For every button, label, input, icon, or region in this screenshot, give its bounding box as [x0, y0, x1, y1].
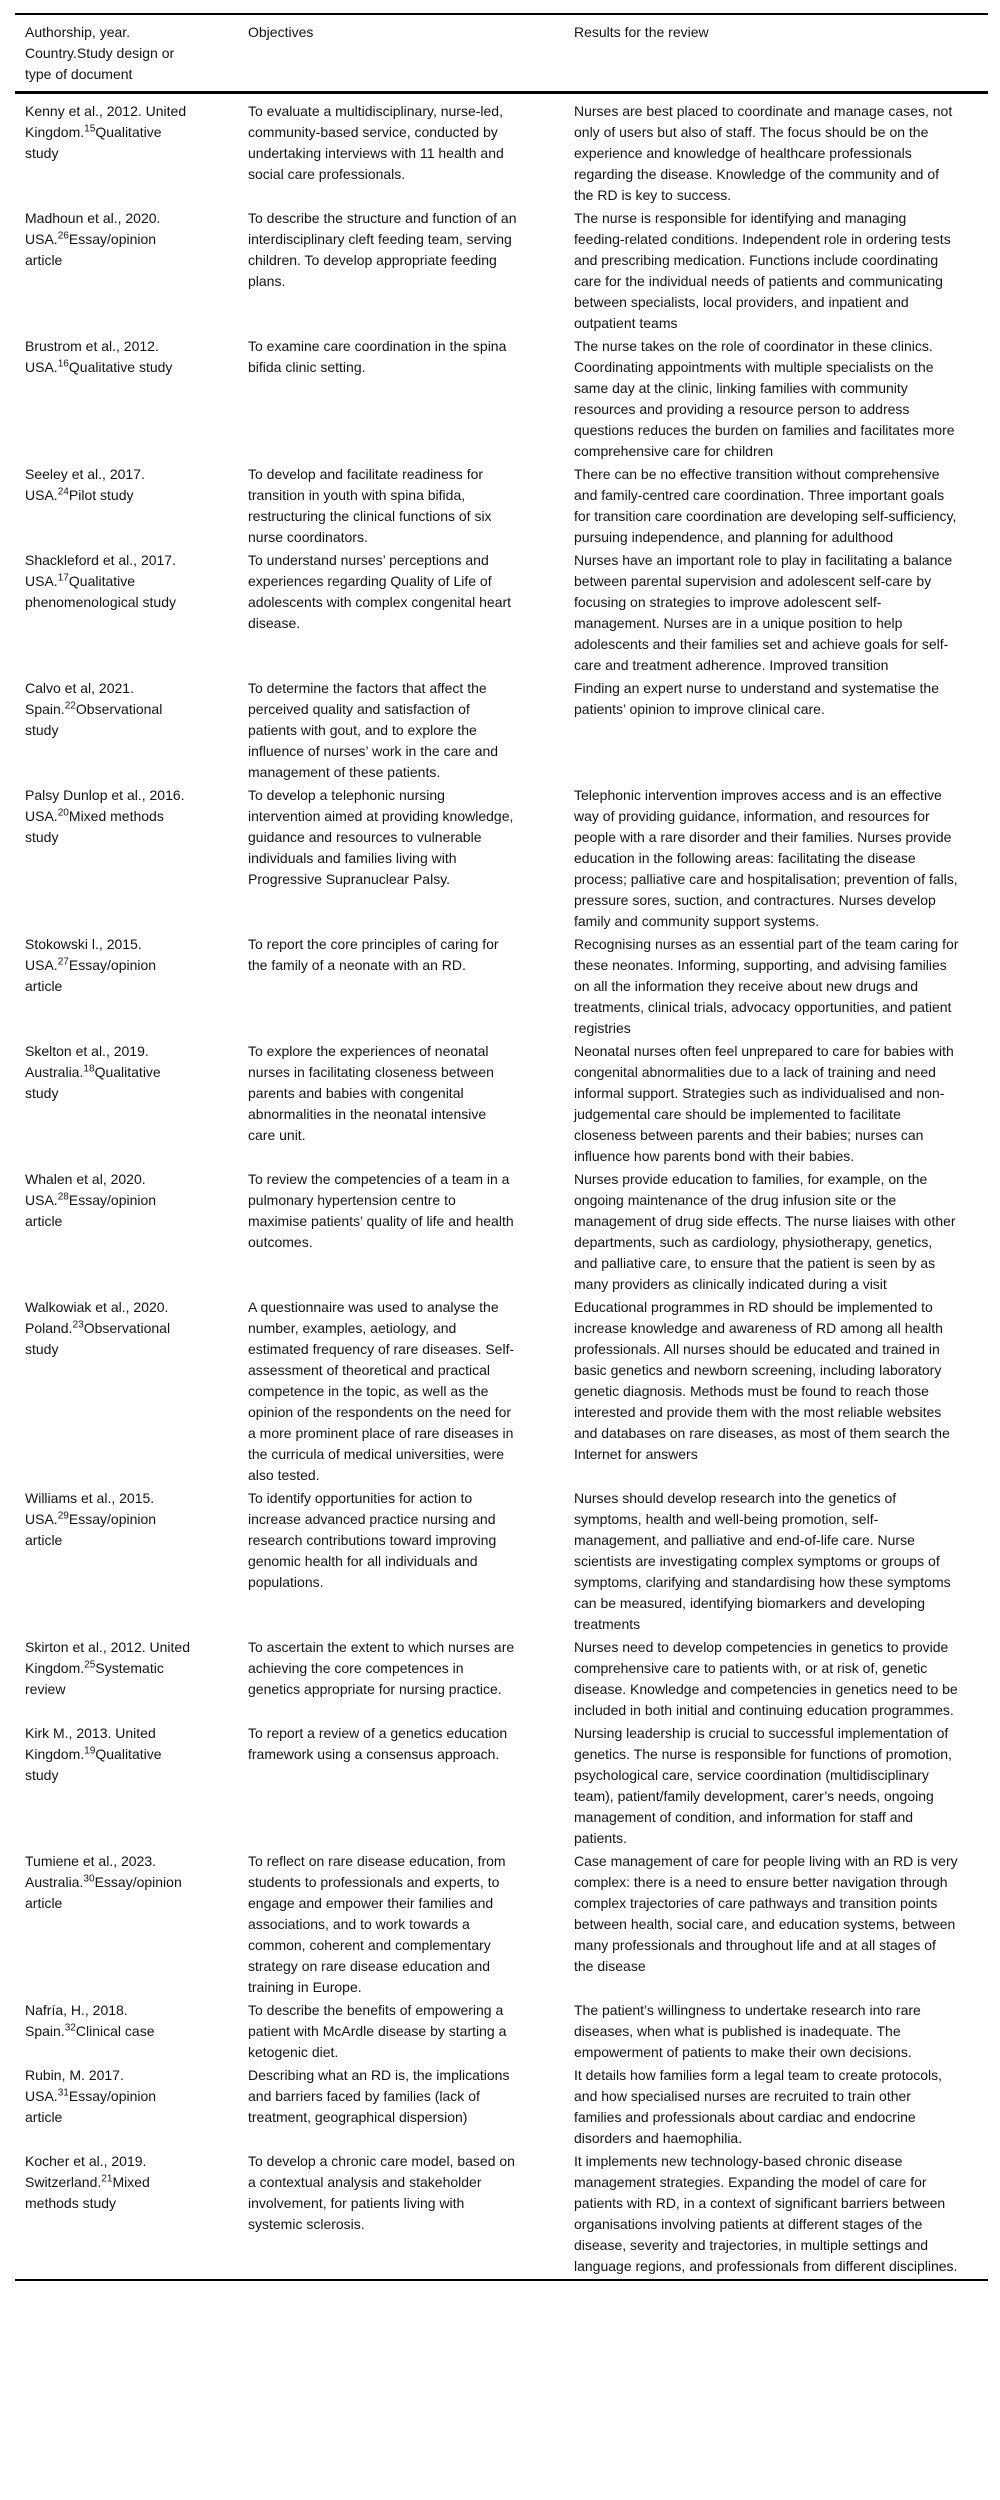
table-row: [15, 1041, 988, 1169]
study-design-text: Essay/opinion article: [25, 2088, 157, 2125]
reference-number: 20: [57, 807, 69, 819]
results-cell: Nurses provide education to families, for example, on the ongoing maintenance of the drug infusion site or the management of drug side effects. The nurse liaises with other departments, such as cardiology, physiotherapy, genetics, and palliative care, to ensure that the patient is seen by as many providers as clinically indicated during a visit: [574, 1171, 956, 1292]
reference-number: 30: [83, 1873, 95, 1885]
table-row: [15, 2151, 988, 2280]
objective-cell: To develop and facilitate readiness for transition in youth with spina bifida, restructuring the clinical functions of six nurse coordinators.: [248, 466, 492, 545]
table-row: [15, 1723, 988, 1851]
results-cell: Nurses need to develop competencies in genetics to provide comprehensive care to patients with, or at risk of, genetic disease. Knowledge and competencies in genetics need to be included in both initial and continuing education programmes.: [574, 1639, 958, 1718]
table-row: [15, 336, 988, 464]
authorship-cell: [15, 1041, 247, 1169]
results-cell: Nurses are best placed to coordinate and manage cases, not only of users but also of staff. The focus should be on the experience and knowledge of healthcare professionals regarding the disease. Knowledge of the community and of the RD is key to success.: [574, 103, 953, 203]
author-text: Kocher et al., 2019. Switzerland.: [25, 2153, 147, 2190]
study-design-text: Mixed methods study: [25, 808, 164, 845]
table-row: [15, 1851, 988, 2000]
objective-cell: To reflect on rare disease education, from students to professionals and experts, to engage and empower their families and associations, and to work towards a common, coherent and complementary strategy on rare disease education and training in Europe.: [248, 1853, 506, 1995]
reference-number: 29: [57, 1510, 69, 1522]
reference-number: 22: [64, 700, 76, 712]
reference-number: 21: [101, 2173, 113, 2185]
objective-cell: To understand nurses’ perceptions and experiences regarding Quality of Life of adolescents with complex congenital heart disease.: [248, 552, 512, 631]
author-text: Tumiene et al., 2023. Australia.: [25, 1853, 157, 1890]
table-row: [15, 1297, 988, 1488]
author-text: Williams et al., 2015. USA.: [25, 1490, 155, 1527]
authorship-cell: [15, 550, 247, 678]
author-text: Madhoun et al., 2020. USA.: [25, 210, 161, 247]
results-cell: Recognising nurses as an essential part of the team caring for these neonates. Informing, supporting, and advising families on all the information they receive about new drugs and treatments, clinical trials, advocacy opportunities, and patient registries: [574, 936, 959, 1036]
reference-number: 26: [57, 230, 69, 242]
authorship-cell: [15, 93, 247, 209]
author-text: Brustrom et al., 2012. USA.: [25, 338, 159, 375]
authorship-cell: [15, 678, 247, 785]
table-row: [15, 1637, 988, 1723]
col-header-objectives: Objectives: [247, 14, 573, 93]
study-design-text: Pilot study: [68, 487, 134, 503]
objective-cell: To explore the experiences of neonatal nurses in facilitating closeness between parents and babies with congenital abnormalities in the neonatal intensive care unit.: [248, 1043, 494, 1143]
table-row: [15, 678, 988, 785]
objective-cell: To develop a telephonic nursing intervention aimed at providing knowledge, guidance and resources to vulnerable individuals and families living with Progressive Supranuclear Palsy.: [248, 787, 514, 887]
author-text: Shackleford et al., 2017. USA.: [25, 552, 176, 589]
objective-cell: To report a review of a genetics education framework using a consensus approach.: [248, 1725, 508, 1762]
table-row: [15, 464, 988, 550]
authorship-cell: [15, 208, 247, 336]
objective-cell: To describe the benefits of empowering a patient with McArdle disease by starting a ketogenic diet.: [248, 2002, 507, 2060]
authorship-cell: [15, 1851, 247, 2000]
results-cell: Telephonic intervention improves access and is an effective way of providing guidance, information, and resources for people with a rare disorder and their families. Nurses provide education in the following areas: facilitating the disease process; palliative care and hospitalisation; prevention of falls, pressure sores, suction, and contractures. Nurses develop family and community support systems.: [574, 787, 958, 929]
author-text: Nafría, H., 2018. Spain.: [25, 2002, 128, 2039]
authorship-cell: [15, 336, 247, 464]
author-text: Rubin, M. 2017. USA.: [25, 2067, 124, 2104]
author-text: Palsy Dunlop et al., 2016. USA.: [25, 787, 185, 824]
table-row: [15, 550, 988, 678]
author-text: Seeley et al., 2017. USA.: [25, 466, 145, 503]
study-design-text: Essay/opinion article: [25, 231, 157, 268]
table-row: [15, 2065, 988, 2151]
study-design-text: Qualitative study: [25, 124, 162, 161]
authorship-cell: [15, 1488, 247, 1637]
authorship-cell: [15, 785, 247, 934]
table-row: [15, 2000, 988, 2065]
author-text: Skelton et al., 2019. Australia.: [25, 1043, 149, 1080]
authorship-cell: [15, 464, 247, 550]
results-cell: The patient’s willingness to undertake research into rare diseases, when what is published is inadequate. The empowerment of patients to make their own decisions.: [574, 2002, 921, 2060]
study-design-text: Mixed methods study: [25, 2174, 150, 2211]
reference-number: 32: [64, 2022, 76, 2034]
results-cell: Nurses have an important role to play in facilitating a balance between parental supervision and adolescent self-care by focusing on strategies to improve adolescent self-management. Nurses are in a unique position to help adolescents and their families set and achieve goals for self-care and treatment adherence. Improved transition: [574, 552, 953, 673]
reference-number: 17: [57, 572, 69, 584]
table-body: [15, 93, 988, 2281]
author-text: Kenny et al., 2012. United Kingdom.: [25, 103, 187, 140]
author-text: Calvo et al, 2021. Spain.: [25, 680, 134, 717]
results-cell: It implements new technology-based chronic disease management strategies. Expanding the model of care for patients with RD, in a context of significant barriers between organisations involving patients at different stages of the disease, severity and trajectories, in multiple settings and language regions, and professionals from different disciplines.: [574, 2153, 958, 2274]
table-row: [15, 93, 988, 209]
authorship-cell: [15, 934, 247, 1041]
study-design-text: Essay/opinion article: [25, 1192, 157, 1229]
authorship-cell: [15, 1297, 247, 1488]
study-design-text: Observational study: [25, 701, 163, 738]
objective-cell: To ascertain the extent to which nurses are achieving the core competences in genetics appropriate for nursing practice.: [248, 1639, 515, 1697]
reference-number: 16: [57, 358, 69, 370]
results-cell: Nursing leadership is crucial to successful implementation of genetics. The nurse is responsible for functions of promotion, psychological care, service coordination (multidisciplinary team), patient/family development, carer’s needs, ongoing management of condition, and information for staff and patients.: [574, 1725, 952, 1846]
reference-number: 15: [84, 123, 96, 135]
results-cell: Case management of care for people living with an RD is very complex: there is a need to ensure better navigation through complex trajectories of care pathways and transition points between health, social care, and education systems, between many professionals and throughout life and at all stages of the disease: [574, 1853, 958, 1974]
author-text: Whalen et al, 2020. USA.: [25, 1171, 146, 1208]
reference-number: 28: [57, 1191, 69, 1203]
review-evidence-table: [15, 13, 988, 2281]
header-row: [15, 14, 988, 93]
reference-number: 19: [84, 1745, 96, 1757]
authorship-cell: [15, 2000, 247, 2065]
results-cell: There can be no effective transition without comprehensive and family-centred care coordination. Three important goals for transition care coordination are developing self-sufficiency, pursuing independence, and planning for adulthood: [574, 466, 957, 545]
reference-number: 25: [84, 1659, 96, 1671]
table-row: [15, 1169, 988, 1297]
col-header-authorship: Authorship, year. Country.Study design or type of document: [15, 14, 247, 93]
results-cell: Nurses should develop research into the genetics of symptoms, health and well-being promotion, self-management, and palliative and end-of-life care. Nurse scientists are investigating complex symptoms or groups of symptoms, clarifying and standardising how these symptoms can be measured, identifying biomarkers and developing treatments: [574, 1490, 951, 1632]
reference-number: 27: [57, 956, 69, 968]
results-cell: Educational programmes in RD should be implemented to increase knowledge and awareness of RD among all health professionals. All nurses should be educated and trained in basic genetics and newborn screening, including laboratory genetic diagnosis. Methods must be found to reach those interested and provide them with the most reliable websites and databases on rare diseases, as most of them search the Internet for answers: [574, 1299, 950, 1462]
table-row: [15, 208, 988, 336]
results-cell: The nurse takes on the role of coordinator in these clinics. Coordinating appointments with multiple specialists on the same day at the clinic, linking families with community resources and providing a resource person to address questions reduces the burden on families and facilitates more comprehensive care for children: [574, 338, 955, 459]
study-design-text: Clinical case: [75, 2023, 155, 2039]
author-text: Walkowiak et al., 2020. Poland.: [25, 1299, 169, 1336]
table-header: [15, 14, 988, 93]
objective-cell: To report the core principles of caring for the family of a neonate with an RD.: [248, 936, 499, 973]
results-cell: The nurse is responsible for identifying and managing feeding-related conditions. Independent role in ordering tests and prescribing medication. Functions include coordinating care for the individual needs of patients and communicating between specialists, local providers, and inpatient and outpatient teams: [574, 210, 951, 331]
authorship-cell: [15, 1169, 247, 1297]
author-text: Skirton et al., 2012. United Kingdom.: [25, 1639, 190, 1676]
study-design-text: Qualitative study: [68, 359, 173, 375]
authorship-cell: [15, 2151, 247, 2280]
objective-cell: To determine the factors that affect the perceived quality and satisfaction of patients with gout, and to explore the influence of nurses’ work in the care and management of these patients.: [248, 680, 499, 780]
objective-cell: To identify opportunities for action to increase advanced practice nursing and research contributions toward improving genomic health for all individuals and populations.: [248, 1490, 497, 1590]
results-cell: Finding an expert nurse to understand and systematise the patients’ opinion to improve clinical care.: [574, 680, 939, 717]
study-design-text: Essay/opinion article: [25, 1511, 157, 1548]
study-design-text: Systematic review: [25, 1660, 164, 1697]
table-row: [15, 934, 988, 1041]
authorship-cell: [15, 1723, 247, 1851]
table-row: [15, 1488, 988, 1637]
objective-cell: To examine care coordination in the spina bifida clinic setting.: [248, 338, 507, 375]
author-text: Kirk M., 2013. United Kingdom.: [25, 1725, 156, 1762]
reference-number: 18: [83, 1063, 95, 1075]
results-cell: Neonatal nurses often feel unprepared to care for babies with congenital abnormalities due to a lack of training and need informal support. Strategies such as individualised and non-judgemental care should be implemented to facilitate closeness between parents and their babies; nurses can influence how parents bond with their babies.: [574, 1043, 954, 1164]
authorship-cell: [15, 1637, 247, 1723]
objective-cell: To evaluate a multidisciplinary, nurse-led, community-based service, conducted by undertaking interviews with 11 health and social care professionals.: [248, 103, 504, 182]
study-design-text: Qualitative phenomenological study: [25, 573, 176, 610]
objective-cell: Describing what an RD is, the implications and barriers faced by families (lack of treatment, geographical dispersion): [248, 2067, 510, 2125]
reference-number: 24: [57, 486, 69, 498]
results-cell: It details how families form a legal team to create protocols, and how specialised nurses are recruited to train other families and professionals about cardiac and endocrine disorders and haemophilia.: [574, 2067, 943, 2146]
study-design-text: Qualitative study: [25, 1064, 161, 1101]
table-row: [15, 785, 988, 934]
objective-cell: To review the competencies of a team in a pulmonary hypertension centre to maximise patients’ quality of life and health outcomes.: [248, 1171, 514, 1250]
reference-number: 23: [72, 1319, 84, 1331]
authorship-cell: [15, 2065, 247, 2151]
objective-cell: To describe the structure and function of an interdisciplinary cleft feeding team, serving children. To develop appropriate feeding plans.: [248, 210, 517, 289]
objective-cell: To develop a chronic care model, based on a contextual analysis and stakeholder involvement, for patients living with systemic sclerosis.: [248, 2153, 515, 2232]
col-header-results: Results for the review: [573, 14, 988, 93]
objective-cell: A questionnaire was used to analyse the number, examples, aetiology, and estimated frequency of rare diseases. Self-assessment of theoretical and practical competence in the topic, as well as the opinion of the respondents on the need for a more prominent place of rare diseases in the curricula of medical universities, were also tested.: [248, 1299, 515, 1483]
study-design-text: Observational study: [25, 1320, 171, 1357]
reference-number: 31: [57, 2087, 69, 2099]
study-design-text: Essay/opinion article: [25, 957, 157, 994]
study-design-text: Essay/opinion article: [25, 1874, 182, 1911]
author-text: Stokowski l., 2015. USA.: [25, 936, 142, 973]
study-design-text: Qualitative study: [25, 1746, 162, 1783]
